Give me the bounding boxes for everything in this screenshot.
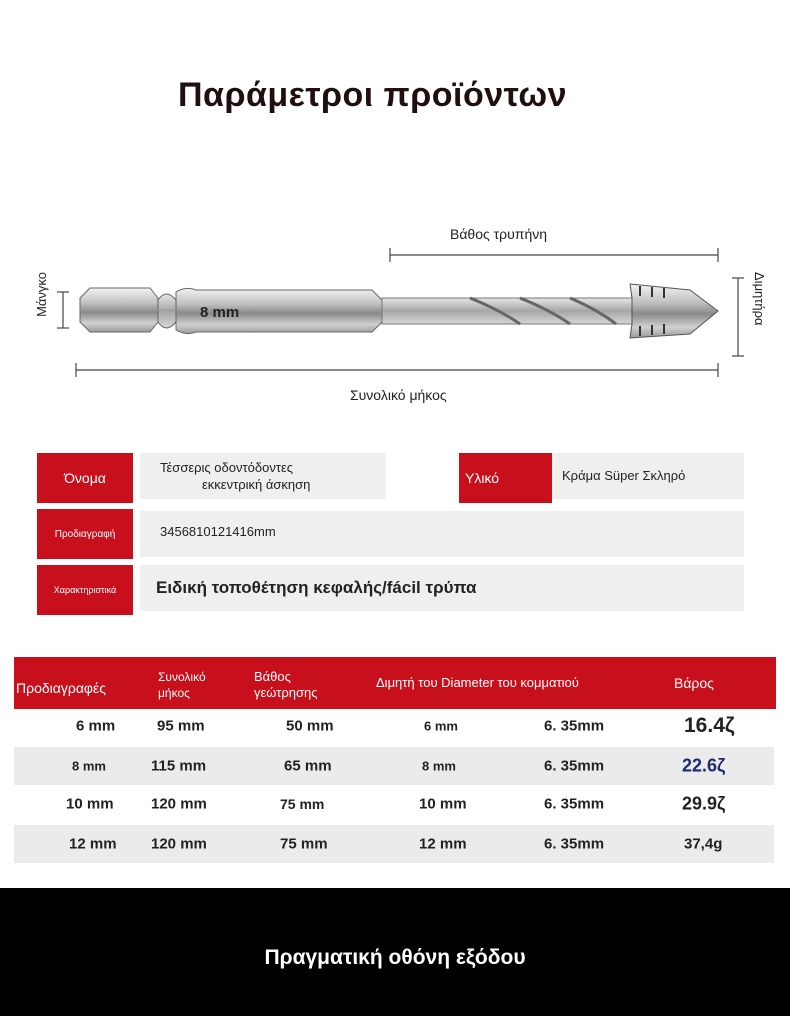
row-shank: 6. 35mm <box>544 757 605 775</box>
name-label: Όνομα <box>37 453 133 503</box>
table-row <box>14 707 774 745</box>
feature-label: Χαρακτηριστικά <box>37 565 133 615</box>
table-row <box>14 825 774 863</box>
row-length: 115 mm <box>151 757 207 775</box>
row-shank: 6. 35mm <box>544 795 605 813</box>
total-length-label: Συνολικό μήκος <box>350 387 447 403</box>
row-depth: 75 mm <box>280 796 325 812</box>
diameter-dimension <box>732 278 744 356</box>
row-spec: 8 mm <box>72 758 106 774</box>
footer-banner <box>0 888 790 1016</box>
spiral-body <box>382 298 632 324</box>
diameter-label: Διμητήρα <box>752 272 767 326</box>
header-length-2: μήκος <box>158 686 190 700</box>
row-shank: 6. 35mm <box>544 717 605 735</box>
material-label: Υλικό <box>459 453 552 503</box>
name-value-line2: εκκεντρική άσκηση <box>202 477 311 492</box>
drill-bit-diagram <box>0 240 790 390</box>
row-shank: 6. 35mm <box>544 835 605 853</box>
drill-depth-dimension <box>390 248 718 262</box>
row-depth: 65 mm <box>284 757 332 775</box>
header-depth-1: Βάθος <box>254 669 291 684</box>
spec-label: Προδιαγραφή <box>37 509 133 559</box>
header-diameter: Διμητή του Diameter του κομματιού <box>376 675 579 690</box>
row-depth: 50 mm <box>286 717 334 735</box>
row-length: 95 mm <box>157 717 205 735</box>
row-weight: 37,4g <box>684 835 723 853</box>
row-length: 120 mm <box>151 835 207 853</box>
header-depth-2: γεώτρησης <box>254 685 318 700</box>
name-value <box>140 453 386 499</box>
row-diameter: 12 mm <box>419 835 467 853</box>
table-row <box>14 785 774 823</box>
material-value: Κράμα Süper Σκληρό <box>552 453 744 499</box>
shank-label: Μάνγκο <box>34 272 49 317</box>
row-length: 120 mm <box>151 795 207 813</box>
row-weight: 29.9ζ <box>682 793 726 814</box>
header-weight: Βάρος <box>674 675 714 691</box>
page-title: Παράμετροι προϊόντων <box>177 76 567 114</box>
row-diameter: 10 mm <box>419 795 467 813</box>
spec-table-header <box>14 657 776 709</box>
row-spec: 6 mm <box>76 717 116 735</box>
table-row <box>14 747 774 785</box>
spec-value: 3456810121416mm <box>140 511 744 557</box>
shank-size-text: 8 mm <box>200 304 240 321</box>
row-weight: 16.4ζ <box>684 714 735 737</box>
row-diameter: 6 mm <box>424 718 458 734</box>
header-spec: Προδιαγραφές <box>16 680 106 696</box>
shank-dimension <box>57 292 69 328</box>
name-value-line1: Τέσσερις οδοντόδοντες <box>160 460 294 475</box>
header-length-1: Συνολικό <box>158 670 206 684</box>
row-depth: 75 mm <box>280 835 328 853</box>
row-weight: 22.6ζ <box>682 755 726 776</box>
drill-depth-label: Βάθος τρυπήνη <box>450 226 548 242</box>
row-spec: 12 mm <box>69 835 117 853</box>
footer-text: Πραγματική οθόνη εξόδου <box>264 946 526 969</box>
feature-value: Ειδική τοποθέτηση κεφαλής/fácil τρύπα <box>140 565 744 611</box>
total-length-dimension <box>76 363 718 377</box>
row-spec: 10 mm <box>66 795 114 813</box>
row-diameter: 8 mm <box>422 758 456 774</box>
cross-tip <box>630 284 718 338</box>
